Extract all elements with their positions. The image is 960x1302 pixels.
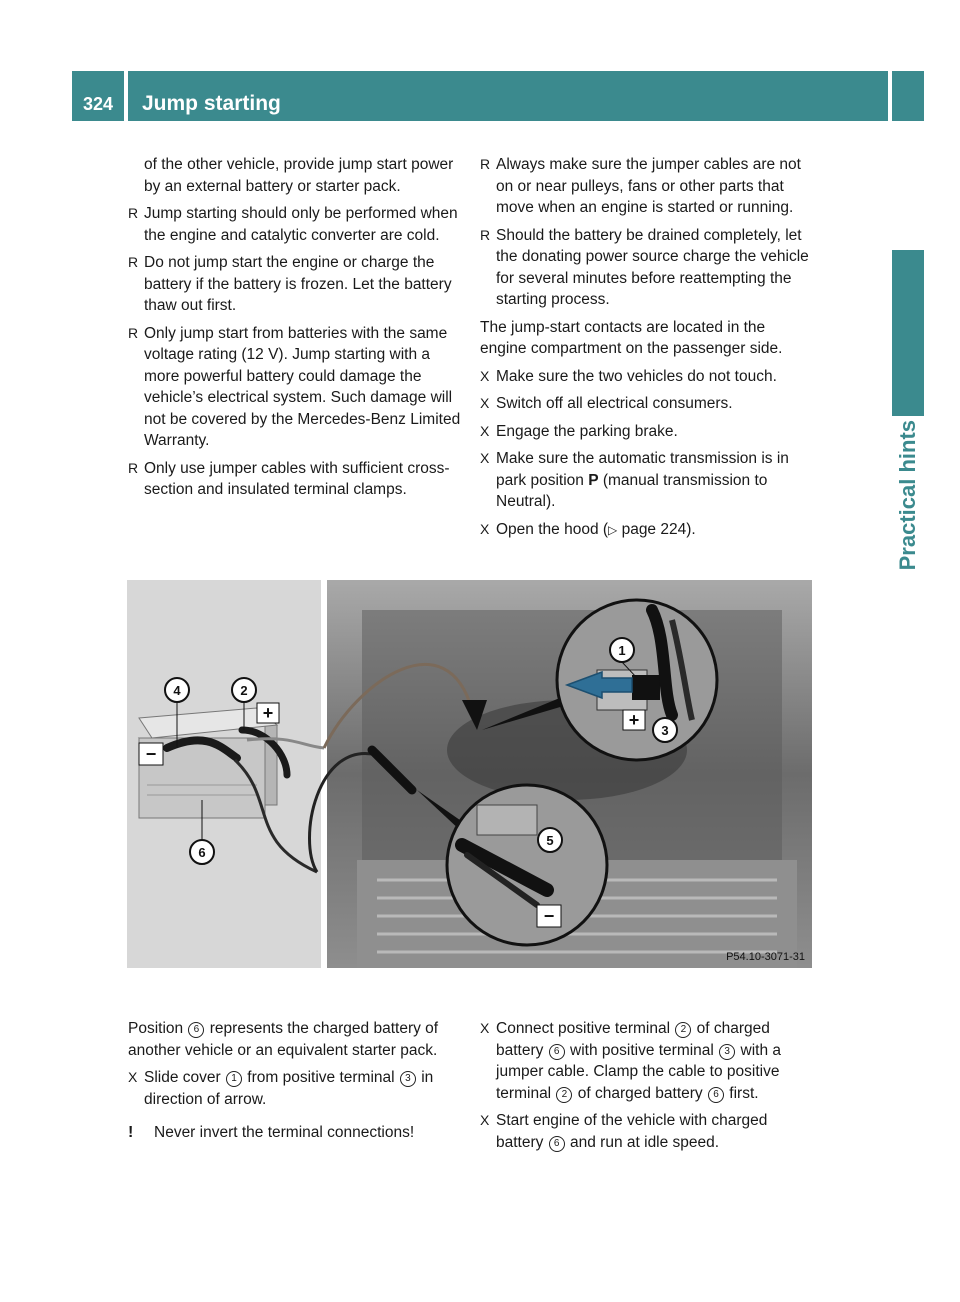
svg-text:6: 6 (198, 845, 206, 860)
step-item: X Slide cover 1 from positive terminal 3 in direction of arrow. (128, 1069, 434, 1108)
callout-5 (538, 828, 562, 852)
side-tab (892, 250, 924, 416)
jump-start-illustration (127, 580, 812, 968)
callout-ref: 2 (556, 1087, 572, 1103)
step-mark: X (480, 520, 490, 537)
step-item: X Make sure the two vehicles do not touch. (480, 366, 814, 388)
list-item: R Always make sure the jumper cables are not on or near pulleys, fans or other parts that move when an engine is started or running. (480, 156, 801, 216)
callout-3 (653, 718, 677, 742)
bullet-mark: R (128, 254, 139, 270)
continued-text: of the other vehicle, provide jump start power by an external battery or starter pack. (144, 156, 454, 195)
svg-text:3: 3 (661, 723, 669, 738)
side-header-block (892, 71, 924, 121)
bottom-left-column (128, 1018, 462, 1150)
list-item: R Jump starting should only be performed when the engine and catalytic converter are cold. (128, 205, 458, 244)
step-item: X Make sure the automatic transmission is in park position P (manual transmission to Neutral). (480, 450, 789, 510)
svg-text:5: 5 (546, 833, 554, 848)
step-item: X Engage the parking brake. (480, 421, 814, 443)
chapter-title: Jump starting (142, 92, 281, 115)
park-position: P (588, 471, 599, 489)
step-mark: X (480, 367, 490, 384)
bullet-mark: R (128, 205, 139, 221)
top-right-column (480, 154, 814, 547)
step-item: X Open the hood (▷ page 224). (480, 519, 814, 542)
svg-text:+: + (628, 710, 640, 730)
step-mark: X (480, 450, 490, 466)
callout-ref: 6 (549, 1136, 565, 1152)
paragraph: Position 6 represents the charged battery of another vehicle or an equivalent starter pack. (128, 1020, 439, 1059)
callout-ref: 2 (675, 1022, 691, 1038)
bullet-mark: R (128, 459, 139, 476)
list-item: R Do not jump start the engine or charge the battery if the battery is frozen. Let the battery thaw out first. (128, 254, 452, 314)
minus-label (537, 905, 561, 927)
header-separator (124, 71, 128, 121)
step-item: X Start engine of the vehicle with charged battery 6 and run at idle speed. (480, 1112, 768, 1151)
sidebar-label: Practical hints (895, 420, 920, 571)
top-left-column (128, 154, 462, 507)
bullet-mark: R (128, 324, 139, 341)
svg-text:2: 2 (240, 683, 248, 698)
svg-text:+: + (262, 703, 274, 723)
step-item: X Switch off all electrical consumers. (480, 393, 814, 415)
step-mark: X (480, 395, 490, 411)
callout-ref: 3 (400, 1071, 416, 1087)
plus-label (257, 703, 279, 723)
step-mark: X (128, 1069, 138, 1085)
plus-label (623, 710, 645, 730)
bullet-mark: R (480, 156, 491, 172)
step-mark: X (480, 1112, 490, 1128)
negative-terminal-detail (447, 785, 607, 945)
warning-icon: ! (128, 1124, 134, 1141)
warning-note: ! Never invert the terminal connections! (128, 1122, 462, 1144)
callout-ref: 6 (708, 1087, 724, 1103)
list-item: R Only jump start from batteries with the same voltage rating (12 V). Jump starting with a more powerful battery could damage the vehicle’s electrical system. Such damage will not be covered by the Mercedes-Benz Limited Warranty. (128, 324, 461, 449)
step-item: X Connect positive terminal 2 of charged battery 6 with positive terminal 3 with a jumper cable. Clamp the cable to positive terminal 2 of charged battery 6 first. (480, 1020, 781, 1102)
page-reference-arrow-icon: ▷ (608, 522, 618, 537)
list-item: R Only use jumper cables with sufficient cross-section and insulated terminal clamps. (128, 459, 450, 498)
callout-ref: 6 (549, 1044, 565, 1060)
svg-text:−: − (543, 906, 555, 926)
positive-terminal-detail (557, 600, 717, 760)
bullet-mark: R (480, 226, 491, 243)
callout-ref: 1 (226, 1071, 242, 1087)
svg-text:1: 1 (618, 643, 626, 658)
step-mark: X (480, 1020, 490, 1036)
step-mark: X (480, 422, 490, 439)
svg-text:−: − (145, 744, 157, 764)
callout-ref: 6 (188, 1022, 204, 1038)
figure-code: P54.10-3071-31 (726, 951, 805, 963)
list-item: R Should the battery be drained completely, let the donating power source charge the vehicle for several minutes before reattempting the starting process. (480, 226, 809, 308)
minus-label (139, 743, 163, 765)
bottom-right-column (480, 1018, 814, 1159)
svg-text:4: 4 (173, 683, 181, 698)
callout-ref: 3 (719, 1044, 735, 1060)
paragraph: The jump-start contacts are located in the engine compartment on the passenger side. (480, 318, 783, 357)
page-number: 324 (82, 94, 114, 114)
